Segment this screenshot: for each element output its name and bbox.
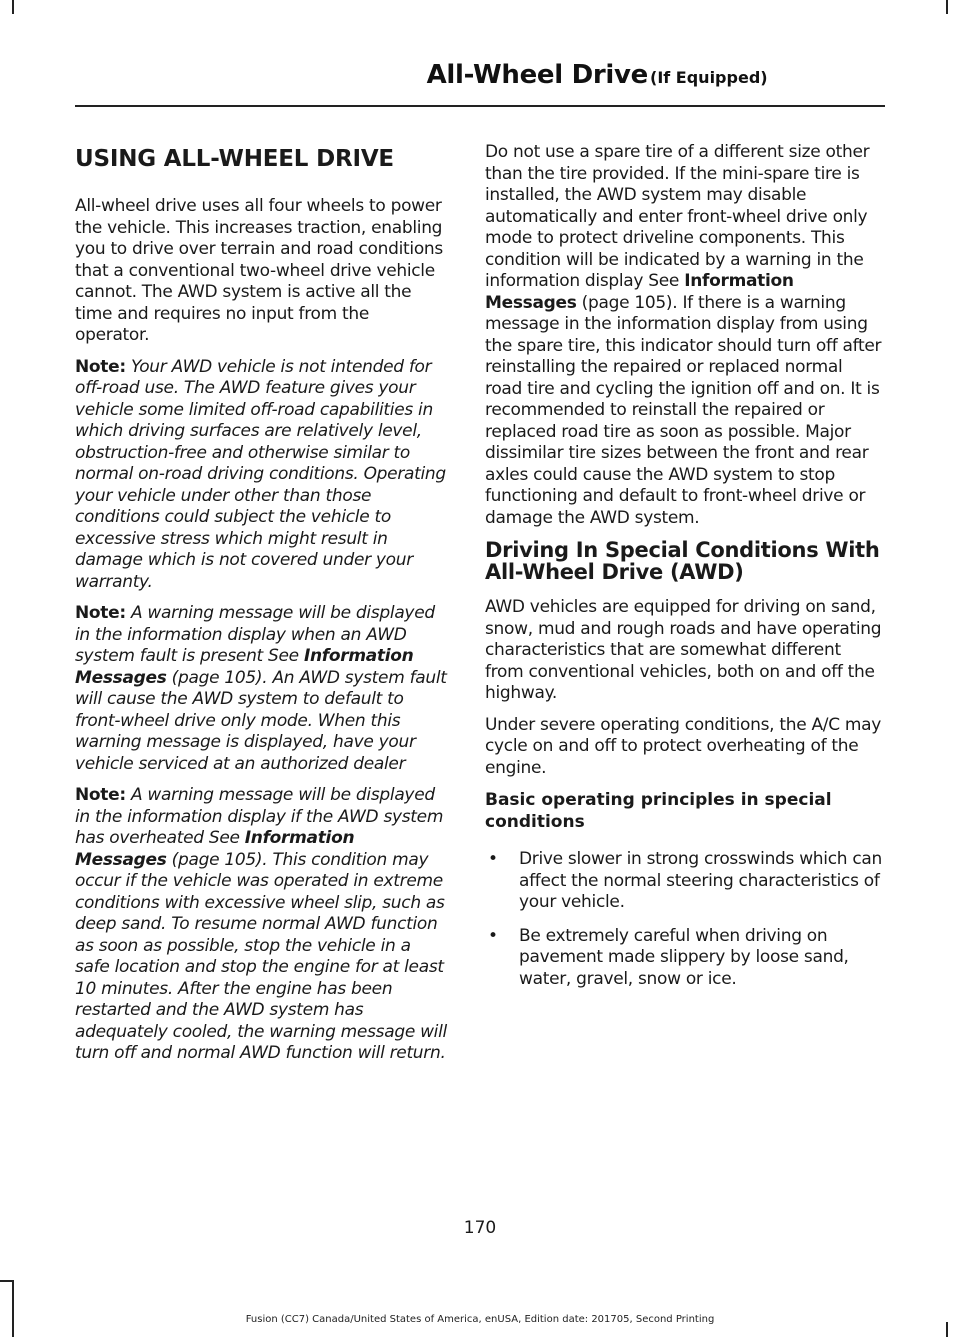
note-text: Your AWD vehicle is not intended for off-road use. The AWD feature gives your vehicle some limited off-road capabilities in which driving surfaces are relatively level, obstruction-free and otherwise similar to normal on-road driving conditions. Operating your vehicle under other than those conditions could subject the vehicle to excessive stress which might result in damage which is not covered under your warranty. [75, 356, 446, 592]
header-rule [75, 105, 885, 107]
left-column [75, 142, 447, 1075]
note-offroad [75, 357, 447, 594]
note-text-b: (page 105). This condition may occur if the vehicle was operated in extreme conditions with excessive wheel slip, such as deep sand. To resume normal AWD function as soon as possible, stop the vehicle in a safe location and stop the engine for at least 10 minutes. After the engine has been restarted and the AWD system has adequately cooled, the warning message will turn off and normal AWD function will return. [75, 849, 447, 1063]
page-header-title: All-Wheel Drive [426, 60, 648, 90]
note-text-a: A warning message will be displayed in the information display when an AWD system fault is present See [75, 603, 435, 666]
note-fault [75, 603, 447, 775]
intro-paragraph: All-wheel drive uses all four wheels to power the vehicle. This increases traction, enabling you to drive over terrain and road conditions that a conventional two-wheel drive vehicle cannot. The AWD system is active all the time and requires no input from the operator. [75, 196, 443, 345]
subsection-heading: Driving In Special Conditions With All-Wheel Drive (AWD) [485, 538, 880, 584]
crop-mark-bottom-left-h [0, 1280, 14, 1282]
page-header-subtitle: (If Equipped) [650, 68, 768, 87]
page-footer: Fusion (CC7) Canada/United States of America, enUSA, Edition date: 201705, Second Printing [245, 1314, 715, 1325]
note-label: Note: [75, 603, 126, 623]
principles-list [485, 849, 883, 990]
spare-tire-paragraph [485, 142, 883, 529]
ac-paragraph: Under severe operating conditions, the A/C may cycle on and off to protect overheating of the engine. [485, 714, 882, 778]
crop-mark-bottom-left [12, 1280, 14, 1337]
note-label: Note: [75, 356, 126, 377]
note-text-b: (page 105). An AWD system fault will cause the AWD system to default to front-wheel drive only mode. When this warning message is displayed, have your vehicle serviced at an authorized dealer [75, 667, 447, 774]
list-item [485, 926, 883, 991]
page-number: 170 [463, 1218, 497, 1238]
bullet-icon: • [488, 925, 498, 946]
section-heading: USING ALL-WHEEL DRIVE [75, 146, 394, 172]
note-label: Note: [75, 785, 126, 805]
crop-mark-top-left [12, 0, 14, 14]
crop-mark-top-right [946, 0, 948, 14]
list-item-text: Drive slower in strong crosswinds which can affect the normal steering characteristics of your vehicle. [519, 849, 882, 912]
xref-link-information-messages[interactable]: Information Messages [75, 828, 355, 870]
note-overheat [75, 785, 447, 1065]
list-item-text: Be extremely careful when driving on pavement made slippery by loose sand, water, gravel, snow or ice. [519, 925, 849, 989]
special-conditions-paragraph: AWD vehicles are equipped for driving on sand, snow, mud and rough roads and have operating characteristics that are somewhat different from conventional vehicles, both on and off the highway. [485, 597, 882, 703]
bullet-icon: • [488, 849, 498, 869]
para-text-b: (page 105). If there is a warning message in the information display from using the spare tire, this indicator should turn off after reinstalling the repaired or replaced normal road tire and cycling the ignition off and on. It is recommended to reinstall the repaired or replaced road tire as soon as possible. Major dissimilar tire sizes between the front and rear axles could cause the AWD system to stop functioning and default to front-wheel drive or damage the AWD system. [485, 292, 882, 528]
note-text-a: A warning message will be displayed in the information display if the AWD system has overheated See [75, 785, 444, 848]
right-column [485, 142, 883, 1002]
list-item [485, 849, 883, 914]
para-text-a: Do not use a spare tire of a different size other than the tire provided. If the mini-spare tire is installed, the AWD system may disable automatically and enter front-wheel drive only mode to protect driveline components. This condition will be indicated by a warning in the information display See [485, 142, 870, 291]
xref-link-information-messages[interactable]: Information Messages [75, 646, 414, 688]
principles-heading: Basic operating principles in special conditions [485, 790, 832, 832]
xref-link-information-messages[interactable]: Information Messages [485, 271, 794, 313]
